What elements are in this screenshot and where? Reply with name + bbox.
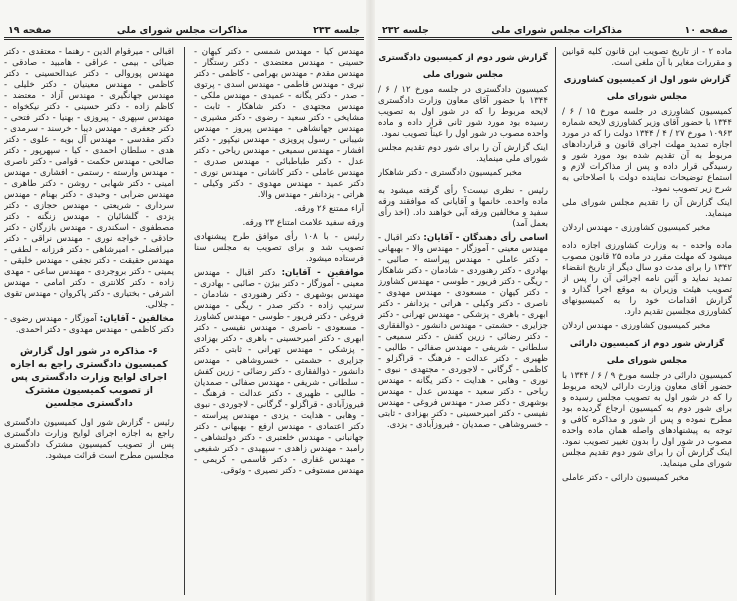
paragraph: آراء ممتنع ۲۶ ورقه.	[294, 204, 364, 214]
paragraph: رئیس - نظری نیست؟ رأی گرفته میشود به ماده واحده. خانمها و آقایانی که موافقند ورقه سفید و مخالفین ورقه آبی خواهند داد. (اخذ رأی بعمل آمد)	[378, 186, 548, 229]
paragraph: ماده ۲ - از تاریخ تصویب این قانون کلیه قوانین و مقررات مغایر با آن ملغی است.	[562, 47, 732, 68]
centered-title: گزارش شور اول از کمیسیون کشاورزی	[563, 75, 731, 85]
vote-list-names: دکتر اقبال - مهندس معینی - آموزگار - دکتر بیژن - صائبی - بهادری - مهندس بوشهری - دکتر رهنوردی - شادمان - سرتیپ زاده - دکتر صدر - ریگی - مهندس فروغی - دکتر فریور - طوسی - مهندس کشاورز - مسعودی - ناصری - مهندس نفیسی - دکتر ابهری - دکتر امیرحسینی - باهری - دکتر بهزادی - پزشکی - مهندس تهرانی - ثابتی - دکتر جزایری - حشمتی - خسروشاهی - مهندس دانشور - ذوالفقاری - دکتر رضائی - زرین کفش - سلطانی - شریفی - مهندس صفائی - صمدیان - طالبی - ظهیری - دکتر عدالت - فرهنگ - فیروزآبادی - قراگزلو - گرگانی - لاجوردی - نبوی - وهابی - هدایت - یزدی - مهندس پیراسته - دکتر اعتمادی - مهندس ارفع - بهبهانی - دکتر جهانبانی - مهندس خلعتبری - دکتر دولتشاهی - رامبد - مهندس زاهدی - سپهبدی - دکتر شفیعی - مهندس غفاری - دکتر قاسمی - کریمی - مهندس مستوفی - دکتر نصیری - وثوقی.	[194, 268, 364, 476]
centered-title: مجلس شورای ملی	[606, 356, 688, 366]
page-left	[4, 0, 364, 601]
vote-list-label: اسامی رأی دهندگان - آقایان:	[423, 233, 548, 243]
page-right	[378, 0, 732, 601]
paragraph: ماده واحده - به وزارت کشاورزی اجازه داده میشود که مهلت مقرر در ماده ۲۵ قانون مصوب ۱۳۴۲ را برای مدت دو سال دیگر از تاریخ انقضاء تمدید نماید و آئین نامه اجرائی آن را پس از تصویب هیئت وزیران به موقع اجرا گذارد و گزارش اقدامات خود را به کمیسیونهای کشاورزی مجلسین تقدیم دارد.	[562, 241, 732, 317]
centered-title: گزارش شور دوم از کمیسیون دادگستری	[378, 53, 548, 63]
session-number: جلسه ۲۳۲	[382, 25, 429, 36]
paragraph: ورقه سفید علامت امتناع ۲۳ ورقه.	[242, 218, 364, 228]
text-column-left	[4, 47, 174, 597]
vote-list	[194, 268, 364, 477]
paragraph: اینک گزارش آن را تقدیم مجلس شورای ملی مینماید.	[562, 198, 732, 219]
journal-title: مذاکرات مجلس شورای ملی	[491, 25, 623, 36]
centered-title: گزارش شور دوم از کمیسیون دارائی	[569, 339, 725, 349]
centered-title: مجلس شورای ملی	[606, 92, 688, 102]
vote-list-label: موافقین - آقایان:	[281, 268, 364, 278]
vote-list-names: آموزگار - مهندس رضوی - دکتر کاظمی - مهندس مهدوی - دکتر احمدی.	[4, 314, 174, 335]
column-divider	[184, 47, 185, 595]
paragraph: کمیسیون کشاورزی در جلسه مورخ ۱۵ / ۶ / ۱۳۴۴ با حضور آقای وزیر کشاورزی لایحه شماره ۱۰۹۶۳ مورخ ۲۷ / ۴ / ۱۳۴۴ دولت را که در مورد اجازه تمدید مهلت اجرای قانون و قراردادهای مربوط به آن تقدیم شده بود مورد شور و رسیدگی قرار داده و پس از مذاکرات لازم و استماع توضیحات نماینده دولت با اصلاحاتی به شرح زیر تصویب نمود.	[562, 107, 732, 194]
journal-title: مذاکرات مجلس شورای ملی	[116, 25, 248, 36]
page-header	[4, 24, 364, 40]
text-column-left	[378, 47, 548, 597]
book-gutter	[366, 0, 375, 601]
paragraph: کمیسیون دارائی در جلسه مورخ ۹ / ۶ / ۱۳۴۴ با حضور آقای معاون وزارت دارائی لایحه مربوط را که در شور اول به تصویب مجلس رسیده و برای شور دوم به کمیسیون ارجاع گردیده بود مطرح نموده و پس از شور و مذاکره کافی و توجه به پیشنهادهای واصله همان ماده واحده مصوب در شور اول را بدون تغییر تصویب نمود. اینک گزارش آن را برای شور دوم تقدیم مجلس شورای ملی مینماید.	[562, 371, 732, 469]
page-number: صفحه ۱۰	[684, 25, 728, 36]
text-column-right	[194, 47, 364, 597]
column-divider	[555, 47, 556, 595]
paragraph: رئیس - با ۱۰۸ رأی موافق طرح پیشنهادی تصویب شد و برای تصویب به مجلس سنا فرستاده میشود.	[194, 232, 364, 264]
signature-line: مخبر کمیسیون دارائی - دکتر عاملی	[562, 473, 689, 483]
vote-list	[378, 233, 548, 431]
paragraph: رئیس - گزارش شور اول کمیسیون دادگستری راجع به اجازه اجرای لوایح وزارت دادگستری پس از تصویب کمیسیون مشترک دادگستری مجلسین مطرح است قرائت میشود.	[4, 418, 174, 461]
session-number: جلسه ۲۳۳	[313, 25, 360, 36]
vote-list-label: مخالفین - آقایان:	[99, 314, 174, 324]
section-heading: ۶- مذاکره در شور اول گزارش کمیسیون دادگستری راجع به اجازه اجرای لوایح وزارت دادگستری پس از تصویب کمیسیون مشترک دادگستری مجلسین	[10, 346, 168, 409]
page-header	[378, 24, 732, 40]
paragraph: مهندس کیا - مهندس شمسی - دکتر کیهان - حسینی - مهندس معتضدی - دکتر رستگار - مهندس مقدم - مهندس بهرامی - کاظمی - دکتر نیری - مهندس فاطمی - مهندس اسدی - پرتوی - صدر - دکتر یگانه - عمیدی - مهندس ملکی - مهندس مجتهدی - دکتر شاهکار - ثابت - مشایخی - دکتر سعید - رضوی - دکتر مشیری - مهندس جهانشاهی - مهندس پیروز - مهندس شیبانی - رسول پرویزی - مهندس نیکپور - دکتر افشار - مهندس سمیعی - مهندس ریاحی - دکتر عدل - دکتر طباطبائی - مهندس صدری - مهندس عاملی - دکتر کاشانی - مهندس نوری - دکتر عمید - مهندس مهدوی - دکتر وکیلی - هراتی - یزدانفر - مهندس والا.	[194, 47, 364, 200]
text-column-right	[562, 47, 732, 597]
centered-title: مجلس شورای ملی	[422, 70, 504, 80]
signature-line: مخبر کمیسیون کشاورزی - مهندس اردلان	[562, 223, 711, 233]
paragraph: کمیسیون دادگستری در جلسه مورخ ۱۲ / ۶ / ۱۳۴۴ با حضور آقای معاون وزارت دادگستری لایحه مربوط را که در شور اول به تصویب رسیده بود مورد شور ثانی قرار داده و ماده واحده مصوب در شور اول را عیناً تصویب نمود.	[378, 85, 548, 139]
signature-line: مخبر کمیسیون دادگستری - دکتر شاهکار	[378, 168, 522, 178]
vote-list-names: دکتر اقبال - مهندس معینی - آموزگار - مهندس والا - بهبهانی - دکتر عاملی - مهندس پیراسته - صائبی - بهادری - دکتر رهنوردی - شادمان - دکتر شاهکار - ریگی - دکتر فریور - طوسی - مهندس کشاورز - دکتر کیهان - مسعودی - مهندس مهدوی - ناصری - دکتر وکیلی - هراتی - یزدانفر - دکتر ابهری - باهری - پزشکی - مهندس تهرانی - دکتر جزایری - حشمتی - مهندس دانشور - ذوالفقاری - دکتر رضائی - زرین کفش - دکتر سمیعی - سلطانی - شریفی - مهندس صفائی - طالبی - ظهیری - دکتر عدالت - فرهنگ - قراگزلو - کاظمی - گرگانی - لاجوردی - مجتهدی - نبوی - نوری - وهابی - هدایت - دکتر یگانه - مهندس ریاحی - دکتر سعید - مهندس عدل - مهندس بوشهری - دکتر صدر - مهندس فروغی - مهندس نفیسی - دکتر امیرحسینی - دکتر بهزادی - ثابتی - خسروشاهی - صمدیان - فیروزآبادی - یزدی.	[378, 233, 548, 430]
paragraph: اقبالی - میرقوام الدین - رهنما - معتقدی - دکتر ضیائی - بیمی - عراقی - هامبید - صادقی - مهندس پوروالی - دکتر عبدالحسینی - دکتر کاظمی - مهندس معینیان - دکتر خلیلی - مهندس جهانگیری - مهندس آزاد - معتضد - کاظم زاده - دکتر حسینی - دکتر نیکخواه - مهندس سپهری - پیروزی - بهنیا - دکتر فتحی - دکتر جعفری - مهندس دیبا - خرسند - سرمدی - دکتر مقدسی - مهندس آل بویه - علوی - دکتر هدی - سلطان احمدی - کیا - سپهرپور - دکتر صالحی - مهندس حکمت - قوامی - دکتر ناصری - مهندس وارسته - رستمی - افشاری - مهندس امینی - دکتر شهابی - روشن - دکتر طاهری - مهندس ضرابی - وحیدی - دکتر بهنام - مهندس سرداری - شریعتی - مهندس حجازی - دکتر یزدی - گلشائیان - مهندس زنگنه - دکتر مصطفوی - اسکندری - مهندس بازرگان - دکتر حاذقی - خواجه نوری - مهندس نراقی - دکتر میرافضلی - امیرشاهی - دکتر فرزانه - لطفی - مهندس حقیقت - دکتر نجفی - مهندس خلیقی - یمینی - دکتر بروجردی - مهندس ساعی - مهدی زاده - دکتر کلانتری - دکتر امامی - مهندس اشرفی - بختیاری - دکتر پاکروان - مهندس تقوی - جلالی.	[4, 47, 174, 310]
vote-list	[4, 314, 174, 336]
page-number: صفحه ۱۹	[8, 25, 52, 36]
paragraph: اینک گزارش آن را برای شور دوم تقدیم مجلس شورای ملی مینماید.	[378, 143, 548, 164]
signature-line: مخبر کمیسیون کشاورزی - مهندس اردلان	[562, 321, 711, 331]
